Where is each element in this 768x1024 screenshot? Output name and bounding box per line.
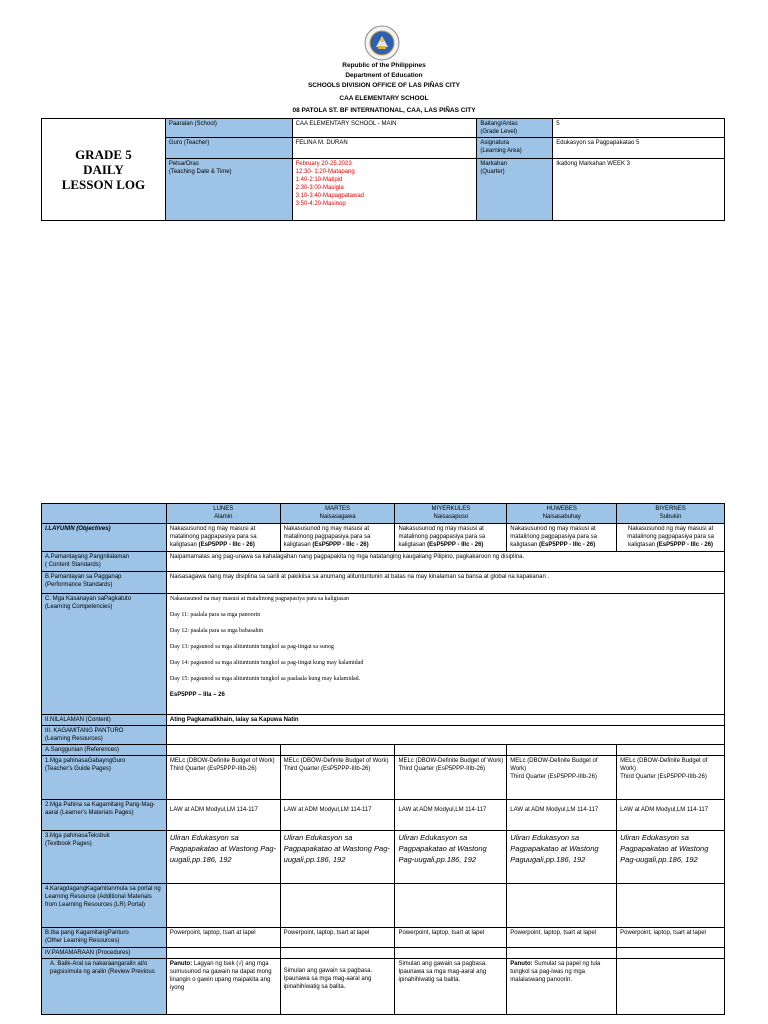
resources-blank [166,726,724,745]
lm-cell: LAW at ADM Modyul,LM 114-117 [166,800,280,831]
empty-cell [166,948,280,959]
quarter-label: Markahan (Quarter) [477,159,553,221]
date-line: 3:50-4:20-Masinop [295,201,346,207]
tb-label: 3.Mga pahinasaTeksbuk (Textbook Pages) [42,831,167,884]
objective-text: Nakasusunod ng may masusi at matalinong pagpapasiya para sa kaligtasan [398,526,486,548]
lesson-log-table [41,503,725,1015]
resources-label: III. KAGAMITANG PANTURO (Learning Resources) [42,726,167,745]
day-sub: Naisasapuso [433,514,469,520]
other-cell: Powerpoint, laptop, tsart at lapel [395,928,507,948]
empty-cell [617,745,725,756]
objective-cell [507,524,617,552]
day-header [507,504,617,524]
quarter-value: Ikatlong Markahan WEEK 3 [553,159,725,221]
procedures-label: IV.PAMAMARAAN (Procedures) [42,948,167,959]
day-name: BIYERNES [655,506,686,512]
tg-cell: MELc (DBOW-Definite Budget of Work) Third Quarter (EsP5PPP-IIIb-26) [617,756,725,800]
header-line-1: Republic of the Philippines [342,62,426,69]
objective-text: Nakasusunod ng may masusi at matalinong pagpapasiya para sa kaligtasan [283,526,371,548]
tg-cell: MELc (DBOW-Definite Budget of Work) Third Quarter (EsP5PPP-IIIb-26) [395,756,507,800]
objective-code: (EsP5PPP - IIIc - 26) [656,542,714,548]
tg-label: 1.Mga pahinasaGabayngGuro (Teacher's Guide Pages) [42,756,167,800]
empty-cell [280,884,395,928]
date-value [292,159,477,221]
review-text: Simulan ang gawain sa pagbasa. Ipaunawa sa mga mag-aaral ang ipinahihiwatig sa balita. [283,968,373,990]
objective-code: (EsP5PPP - IIIc - 26) [198,542,255,548]
references-label: A.Sanggunian (References) [42,745,167,756]
subject-label: Asignatura (Learning Area) [477,138,553,159]
competency-day: Day 15: pagsunod sa mga alituntunin tungkol sa paalaala kung may kalamidad. [169,676,361,682]
date-line: 2:30-3:00-Masigla [295,185,344,191]
review-cell [507,959,617,1015]
tb-cell: Uliran Edukasyon sa Pagpapakatao at Wastong Pag-uugali,pp.186, 192 [395,831,507,884]
competency-day: Day 13: pagsunod sa mga alituntunin tungkol sa pag-iingat sa sunog [169,644,334,650]
day-header [280,504,395,524]
competencies-code: EsP5PPP – IIIa – 26 [169,692,225,698]
day-header [166,504,280,524]
review-lead: Panuto: [169,961,193,967]
objective-cell [166,524,280,552]
empty-cell [507,948,617,959]
empty-cell [395,745,507,756]
day-sub: Subukin [659,514,682,520]
objective-text: Nakasusunod ng may masusi at matalinong pagpapasiya para sa kaligtasan [627,526,714,548]
empty-cell [280,745,395,756]
tb-cell: Uliran Edukasyon sa Pagpapakatao at Wastong Pag-uugali,pp.186, 192 [166,831,280,884]
lm-cell: LAW at ADM Modyul,LM 114-117 [507,800,617,831]
empty-cell [617,884,725,928]
objective-text: Nakasusunod ng may masusi at matalinong pagpapasiya para sa kaligtasan [510,526,598,548]
review-text: Lagyan ng tsek (√) ang mga sumusunod na gawain na dapat mong linangin o gawin upang maipakita ang iyong [169,961,272,991]
empty-cell [280,948,395,959]
school-value: CAA ELEMENTARY SCHOOL - MAIN [292,119,477,138]
lm-label: 2.Mga Pahina sa Kagamitang Pang-Mag-aaral (Learner's Materials Pages) [42,800,167,831]
day-name: MARTES [325,506,351,512]
performance-standards-value: Naisasagawa nang may disiplina sa sarili at pakikiisa sa anumang alituntuntunin at batas na may kinalaman sa bansa at global na kapakanan . [166,572,724,594]
info-table [41,118,725,221]
content-standards-value: Naipamamalas ang pag-unawa sa kahalagahan nang pagpapakita ng mga natatanging kaugaliang Pilipino, pagkakaroon ng disiplina. [166,552,724,572]
day-name: HUWEBES [546,506,577,512]
other-cell: Powerpoint, laptop, tsart at lapel [166,928,280,948]
competency-day: Day 11: paalala para sa mga panoorin [169,612,261,618]
tb-cell: Uliran Edukasyon sa Pagpapakatao at Wastong Paguugali,pp.186, 192 [507,831,617,884]
competency-day: Day 12: paalala para sa mga babasahin [169,628,264,634]
review-cell [617,959,725,1015]
lm-cell: LAW at ADM Modyul,LM 114-117 [280,800,395,831]
empty-cell [507,884,617,928]
empty-cell [166,884,280,928]
grade-title [42,119,166,221]
header-line-5: 08 PATOLA ST. BF INTERNATIONAL, CAA, LAS PIÑAS CITY [292,107,476,114]
grade-line-3: LESSON LOG [61,176,146,192]
header-line-2: Department of Education [345,72,423,79]
date-line: 1:40-2:10-Matipid [295,177,343,183]
objective-code: (EsP5PPP - IIIc - 26) [538,542,596,548]
competencies-label: C. Mga Kasanayan saPagkatuto (Learning Competencies) [42,594,167,715]
review-cell [395,959,507,1015]
objective-cell [395,524,507,552]
deped-seal-icon [354,24,410,62]
competency-day: Day 14: pagsunod sa mga alituntunin tungkol sa pag-iingat kung may kalamidad [169,660,364,666]
empty-cell [166,745,280,756]
review-text: Simulan ang gawain sa pagbasa. Ipaunawa sa mga mag-aaral ang ipinahihiwatig sa balita. [398,961,487,983]
tb-cell: Uliran Edukasyon sa Pagpapakatao at Wastong Pag-uugali,pp.186, 192 [617,831,725,884]
grade-level-value: 5 [553,119,725,138]
teacher-label: Guro (Teacher) [165,138,292,159]
header-line-3: SCHOOLS DIVISION OFFICE OF LAS PIÑAS CITY [307,82,461,89]
other-cell: Powerpoint, laptop, tsart at lapel [617,928,725,948]
date-line: 12:30- 1:20-Matapang [295,169,355,175]
tg-cell: MELc (DBOW-Definite Budget of Work) Third Quarter (EsP5PPP-IIIb-26) [280,756,395,800]
content-standards-label: A.Pamantayang Pangnilalaman ( Content Standards) [42,552,167,572]
content-label: II.NILALAMAN (Content) [42,715,167,726]
review-cell [166,959,280,1015]
empty-cell [507,745,617,756]
tg-cell: MELc (DBOW-Definite Budget of Work) Third Quarter (EsP5PPP-IIIb-26) [166,756,280,800]
competencies-value [166,594,724,715]
review-cell [280,959,395,1015]
grade-level-label: Baitang/Antas (Grade Level) [477,119,553,138]
objective-text: Nakasusunod ng may masusi at matalinong pagpapasiya para sa kaligtasan [169,526,257,548]
lm-cell: LAW at ADM Modyul,LM 114-117 [617,800,725,831]
day-name: MIYERKULES [431,506,471,512]
header-line-4: CAA ELEMENTARY SCHOOL [339,95,429,102]
empty-cell [395,948,507,959]
day-sub: Naisasagawa [319,514,356,520]
competencies-intro: Nakasusunod na may masusi at matalinong pagpapasiya para sa kaligtasan [169,596,349,602]
day-header [395,504,507,524]
teacher-value: FELINA M. DURAN [292,138,477,159]
other-cell: Powerpoint, laptop, tsart at lapel [507,928,617,948]
date-line: February 20-25,2023 [295,161,352,167]
grade-line-2: DAILY [83,161,124,177]
date-label: Petsa/Oras (Teaching Date & Time) [165,159,292,221]
objective-code: (EsP5PPP - IIIc - 26) [312,542,369,548]
day-name: LUNES [213,506,234,512]
empty-cell [395,884,507,928]
empty-cell [617,948,725,959]
grade-line-1: GRADE 5 [75,146,132,162]
tg-cell: MELc (DBOW-Definite Budget of Work) Third Quarter (EsP5PPP-IIIb-26) [507,756,617,800]
objective-code: (EsP5PPP - IIIc - 26) [427,542,484,548]
content-value: Ating Pagkamalikhain, Ialay sa Kapuwa Natin [166,715,724,726]
date-line: 3:10-3:40-Mapagpatawad [295,193,365,199]
additional-label: 4.KaragdagangKagamitanmula sa portal ng Learning Resource (Additional Materials from Learning Resources (LR) Portal) [42,884,167,928]
tb-cell: Uliran Edukasyon sa Pagpapakatao at Wastong Pag-uugali,pp.186, 192 [280,831,395,884]
lm-cell: LAW at ADM Modyul,LM 114-117 [395,800,507,831]
corner-cell [42,504,167,524]
day-header [617,504,725,524]
day-sub: Naisasabuhay [542,514,581,520]
objective-cell [280,524,395,552]
review-text: Sumulat sa papel ng tula tungkol sa pag-iwas ng mga malalaswang panoorin. [510,961,601,983]
review-label: A. Balik-Aral sa nakaraangaralin at/o pagsisimula ng aralin (Review Previous [42,959,167,1015]
objective-cell [617,524,725,552]
performance-standards-label: B.Pamantayan sa Pagganap (Performance Standards) [42,572,167,594]
other-resources-label: B.Iba pang KagamitangPanturo (Other Learning Resources) [42,928,167,948]
subject-value: Edukasyon sa Pagpapakatao 5 [553,138,725,159]
school-label: Paaralan (School) [165,119,292,138]
day-sub: Alamin [214,514,233,520]
review-lead: Panuto: [510,961,533,967]
objectives-label: I.LAYUNIN (Objectives) [42,524,167,552]
other-cell: Powerpoint, laptop, tsart at lapel [280,928,395,948]
